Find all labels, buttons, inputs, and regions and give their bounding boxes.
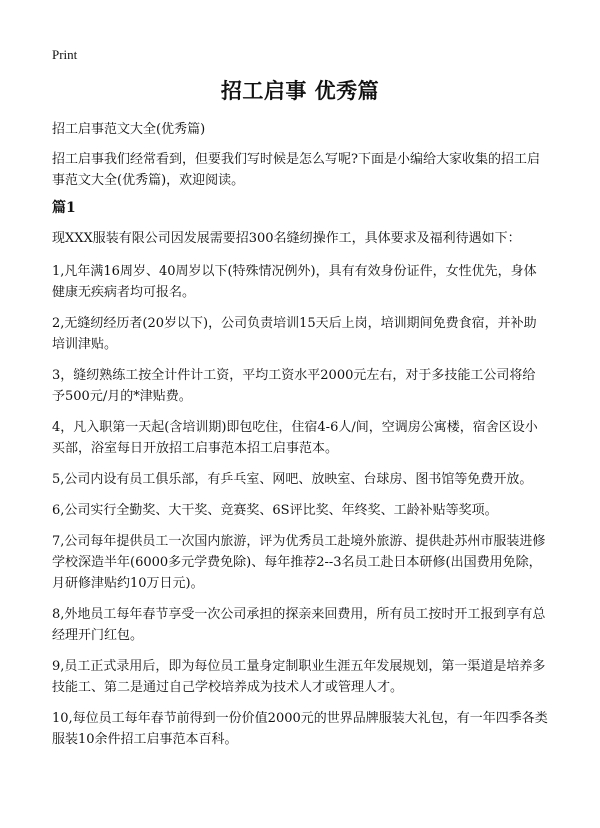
list-item: 10,每位员工每年春节前得到一份价值2000元的世界品牌服装大礼包，有一年四季各类服装10余件招工启事范本百科。	[52, 711, 548, 747]
body-content	[52, 228, 548, 760]
list-item: 7,公司每年提供员工一次国内旅游，评为优秀员工赴境外旅游、提供赴苏州市服装进修学校深造半年(6000多元学费免除)、每年推荐2--3名员工赴日本研修(出国费用免除，月研修津贴约10万日元)。	[52, 534, 546, 591]
intro-paragraph: 招工启事我们经常看到，但要我们写时候是怎么写呢?下面是小编给大家收集的招工启事范文大全(优秀篇)，欢迎阅读。	[52, 152, 540, 188]
list-item: 9,员工正式录用后，即为每位员工量身定制职业生涯五年发展规划，第一渠道是培养多技能工、第二是通过自己学校培养成为技术人才或管理人才。	[52, 659, 546, 695]
section-heading: 篇1	[52, 200, 76, 216]
document-subtitle: 招工启事范文大全(优秀篇)	[52, 122, 206, 137]
list-item: 5,公司内设有员工俱乐部，有乒乓室、网吧、放映室、台球房、图书馆等免费开放。	[52, 472, 533, 487]
list-item: 1,凡年满16周岁、40周岁以下(特殊情况例外)，具有有效身份证件，女性优先，身体健康无疾病者均可报名。	[52, 264, 537, 300]
lead-paragraph: 现XXX服装有限公司因发展需要招300名缝纫操作工，具体要求及福利待遇如下：	[52, 231, 521, 246]
list-item: 3，缝纫熟练工按全计件计工资，平均工资水平2000元左右，对于多技能工公司将给予500元/月的*津贴费。	[52, 368, 536, 404]
list-item: 8,外地员工每年春节享受一次公司承担的探亲来回费用，所有员工按时开工报到享有总经理开门红包。	[52, 607, 546, 643]
list-item: 6,公司实行全勤奖、大干奖、竞赛奖、6S评比奖、年终奖、工龄补贴等奖项。	[52, 503, 498, 518]
list-item: 2,无缝纫经历者(20岁以下)，公司负责培训15天后上岗，培训期间免费食宿，并补助培训津贴。	[52, 316, 537, 352]
print-label: Print	[52, 47, 78, 62]
list-item: 4，凡入职第一天起(含培训期)即包吃住，住宿4-6人/间，空调房公寓楼，宿舍区设小买部，浴室每日开放招工启事范本招工启事范本。	[52, 420, 538, 456]
page-title: 招工启事 优秀篇	[220, 78, 380, 103]
